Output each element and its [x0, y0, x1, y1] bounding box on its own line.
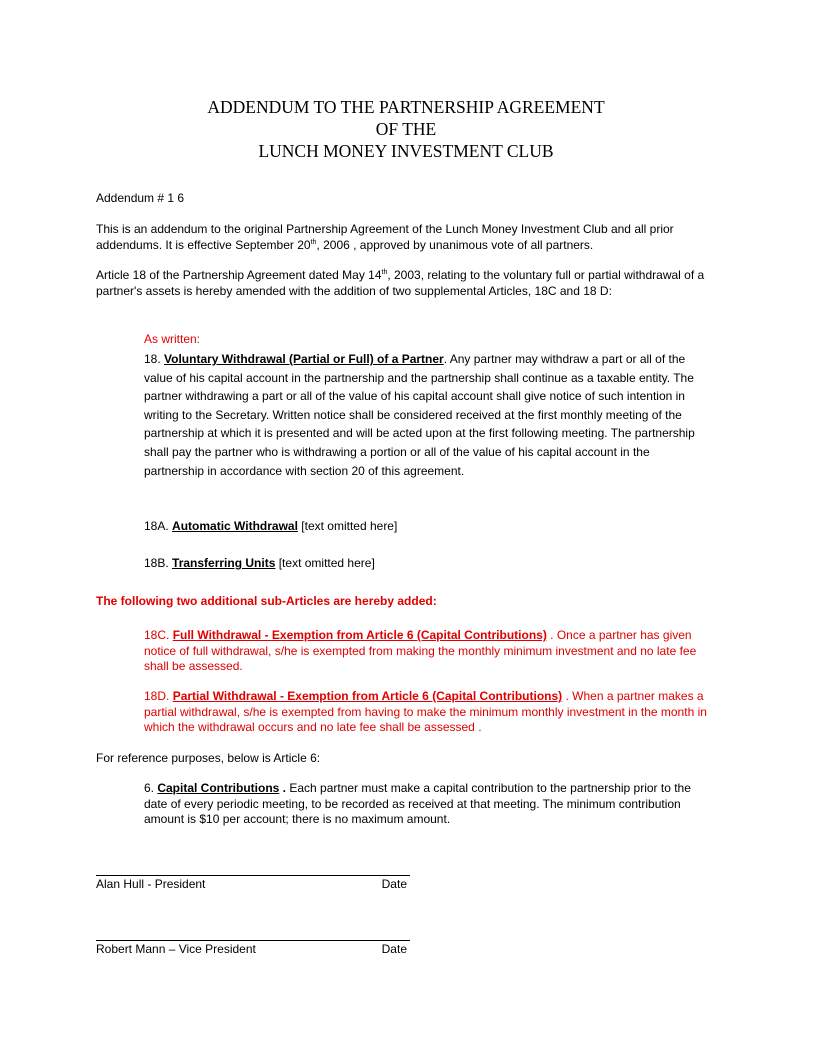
article-18b [144, 556, 714, 572]
article-18b-number: 18B. [144, 556, 173, 570]
addendum-number: Addendum # 1 6 [96, 191, 185, 205]
article-18d-number: 18D. [144, 689, 173, 703]
title-line-2: OF THE [375, 119, 437, 139]
signature-line-president [96, 875, 410, 876]
article-18c-text: . Once a partner has given notice of full withdrawal, s/he is exempted from making the monthly minimum investment and no late fee shall be assessed. [144, 628, 697, 674]
article-6 [144, 781, 704, 828]
article-18a-number: 18A. [144, 519, 173, 533]
article-6-number: 6. [144, 781, 158, 795]
intro-p2-sup: th [381, 269, 388, 276]
intro-p2-text-b: , 2003, relating to the voluntary full or partial withdrawal of a partner's assets is hereby amended with the addition of two supplemental Articles, 18C and 18 D: [96, 268, 705, 298]
article-6-heading: Capital Contributions [157, 781, 280, 795]
article-18a-text: [text omitted here] [297, 519, 398, 533]
signature-block-president [96, 877, 410, 891]
intro-p1-text-a: This is an addendum to the original Partnership Agreement of the Lunch Money Investment Club and all prior addendums. It is effective September 20 [96, 222, 674, 252]
signature-block-vice-president [96, 942, 410, 956]
article-18-heading: Voluntary Withdrawal (Partial or Full) of a Partner [164, 352, 444, 366]
signature-date-label-vice-president: Date [381, 942, 407, 956]
as-written-label: As written: [144, 332, 201, 346]
intro-p2-text-a: Article 18 of the Partnership Agreement dated May 14 [96, 268, 382, 282]
article-6-heading-tail: . [279, 781, 287, 795]
intro-p1-text-b: , 2006 , approved by unanimous vote of all partners. [316, 237, 594, 252]
intro-paragraph-2 [96, 268, 716, 299]
title-line-1: ADDENDUM TO THE PARTNERSHIP AGREEMENT [207, 97, 605, 117]
signature-date-label-president: Date [381, 877, 407, 891]
reference-intro: For reference purposes, below is Article 6: [96, 751, 321, 765]
signature-line-vice-president [96, 940, 410, 941]
added-articles-heading: The following two additional sub-Articles are hereby added: [96, 594, 437, 608]
article-6-text: Each partner must make a capital contribution to the partnership prior to the date of every periodic meeting, to be recorded as received at that meeting. The minimum contribution amount is $10 per account; there is no maximum amount. [144, 781, 691, 827]
article-18b-text: [text omitted here] [275, 556, 375, 570]
article-18d [144, 689, 718, 736]
article-18-number: 18. [144, 352, 165, 366]
article-18 [144, 350, 712, 480]
signature-name-vice-president: Robert Mann – Vice President [96, 942, 256, 956]
article-18-text: . Any partner may withdraw a part or all of the value of his capital account in the partnership and the partnership shall continue as a taxable entity. The partner withdrawing a part or all of the value of his capital account shall give notice of such intention in writing to the Secretary. Written notice shall be considered received at the first monthly meeting of the partnership at which it is presented and will be acted upon at the first following meeting. The partnership shall pay the partner who is withdrawing a portion or all of the value of his capital account in the partnership in accordance with section 20 of this agreement. [144, 352, 695, 478]
article-18d-text: . When a partner makes a partial withdrawal, s/he is exempted from having to make the minimum monthly investment in the month in which the withdrawal occurs and no late fee shall be assessed . [144, 689, 707, 735]
intro-p1-sup: th [310, 238, 317, 246]
article-18c [144, 628, 718, 675]
article-18d-heading: Partial Withdrawal - Exemption from Article 6 (Capital Contributions) [172, 689, 563, 703]
article-18c-heading: Full Withdrawal - Exemption from Article 6 (Capital Contributions) [172, 628, 547, 642]
signature-name-president: Alan Hull - President [96, 877, 206, 891]
intro-paragraph-1 [96, 222, 716, 253]
title-line-3: LUNCH MONEY INVESTMENT CLUB [258, 141, 554, 161]
document-title [96, 96, 716, 162]
article-18a-heading: Automatic Withdrawal [172, 519, 298, 533]
article-18b-heading: Transferring Units [172, 556, 276, 570]
article-18a [144, 519, 714, 535]
article-18c-number: 18C. [144, 628, 173, 642]
